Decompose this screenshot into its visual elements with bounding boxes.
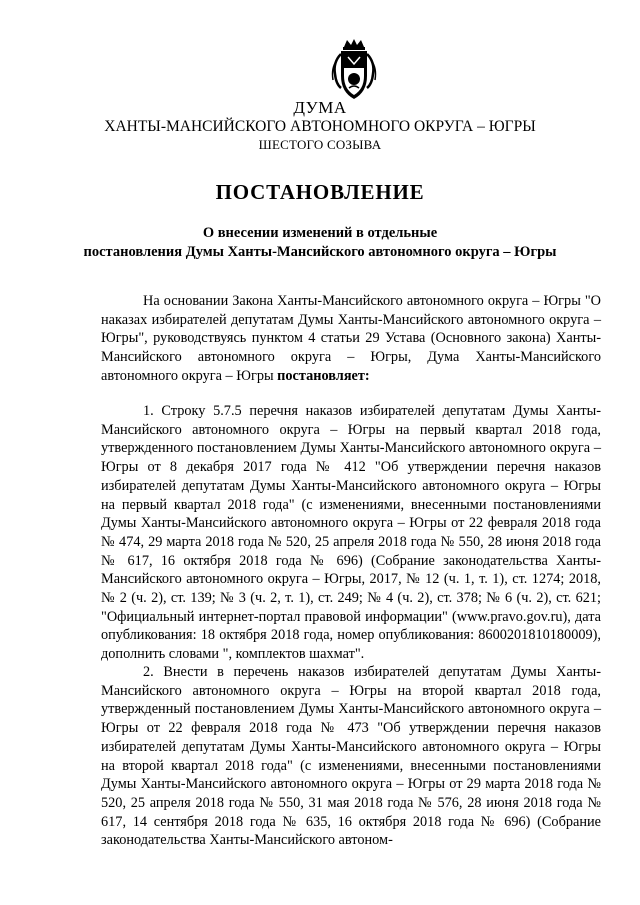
coat-of-arms-icon <box>327 38 381 102</box>
duma-title: ДУМА <box>293 98 347 117</box>
item-1-paragraph: 1. Строку 5.7.5 перечня наказов избирателей депутатам Думы Ханты-Мансийского автономного округа – Югры на первый квартал 2018 года, утвержденного постановлением Думы Ханты-Мансийского автономного округа – Югры от 8 декабря 2017 года № 412 "Об утверждении перечня наказов избирателей депутатам Думы Ханты-Мансийского автономного округа – Югры на первый квартал 2018 года" (с изменениями, внесенными постановлениями Думы Ханты-Мансийского автономного округа – Югры от 22 февраля 2018 года № 474, 29 марта 2018 года № 520, 25 апреля 2018 года № 550, 28 июня 2018 года № 617, 16 октября 2018 года № 696) (Собрание законодательства Ханты-Мансийского автономного округа – Югры, 2017, № 12 (ч. 1, т. 1), ст. 1274; 2018, № 2 (ч. 2), ст. 139; № 3 (ч. 2, т. 1), ст. 249; № 4 (ч. 2), ст. 378; № 6 (ч. 2), ст. 621; "Официальный интернет-портал правовой информации" (www.pravo.gov.ru), дата опубликования: 18 октября 2018 года, номер опубликования: 8600201810180009), дополнить словами ", комплектов шахмат". <box>101 403 601 663</box>
resolution-verb: постановляет: <box>277 367 370 384</box>
okrug-title: ХАНТЫ-МАНСИЙСКОГО АВТОНОМНОГО ОКРУГА – ЮГРЫ <box>104 118 536 135</box>
convocation-label: ШЕСТОГО СОЗЫВА <box>258 137 382 152</box>
document-type-heading: ПОСТАНОВЛЕНИЕ <box>215 180 425 204</box>
document-subject-line1: О внесении изменений в отдельные <box>202 225 438 241</box>
document-subject-line2: постановления Думы Ханты-Мансийского автономного округа – Югры <box>83 244 557 260</box>
intro-text: На основании Закона Ханты-Мансийского автономного округа – Югры "О наказах избирателей депутатам Думы Ханты-Мансийского автономного округа – Югры", руководствуясь пунктом 4 статьи 29 Устава (Основного закона) Ханты-Мансийского автономного округа – Югры, Дума Ханты-Мансийского автономного округа – Югры <box>101 293 601 384</box>
item-2-paragraph: 2. Внести в перечень наказов избирателей депутатам Думы Ханты-Мансийского автономного округа – Югры на второй квартал 2018 года, утвержденный постановлением Думы Ханты-Мансийского автономного округа – Югры от 22 февраля 2018 года № 473 "Об утверждении перечня наказов избирателей депутатам Думы Ханты-Мансийского автономного округа – Югры на второй квартал 2018 года" (с изменениями, внесенными постановлениями Думы Ханты-Мансийского автономного округа – Югры от 29 марта 2018 года № 520, 25 апреля 2018 года № 550, 31 мая 2018 года № 576, 28 июня 2018 года № 617, 14 сентября 2018 года № 635, 16 октября 2018 года № 696) (Собрание законодательства Ханты-Мансийского автоном- <box>101 664 601 849</box>
intro-paragraph <box>101 292 601 386</box>
